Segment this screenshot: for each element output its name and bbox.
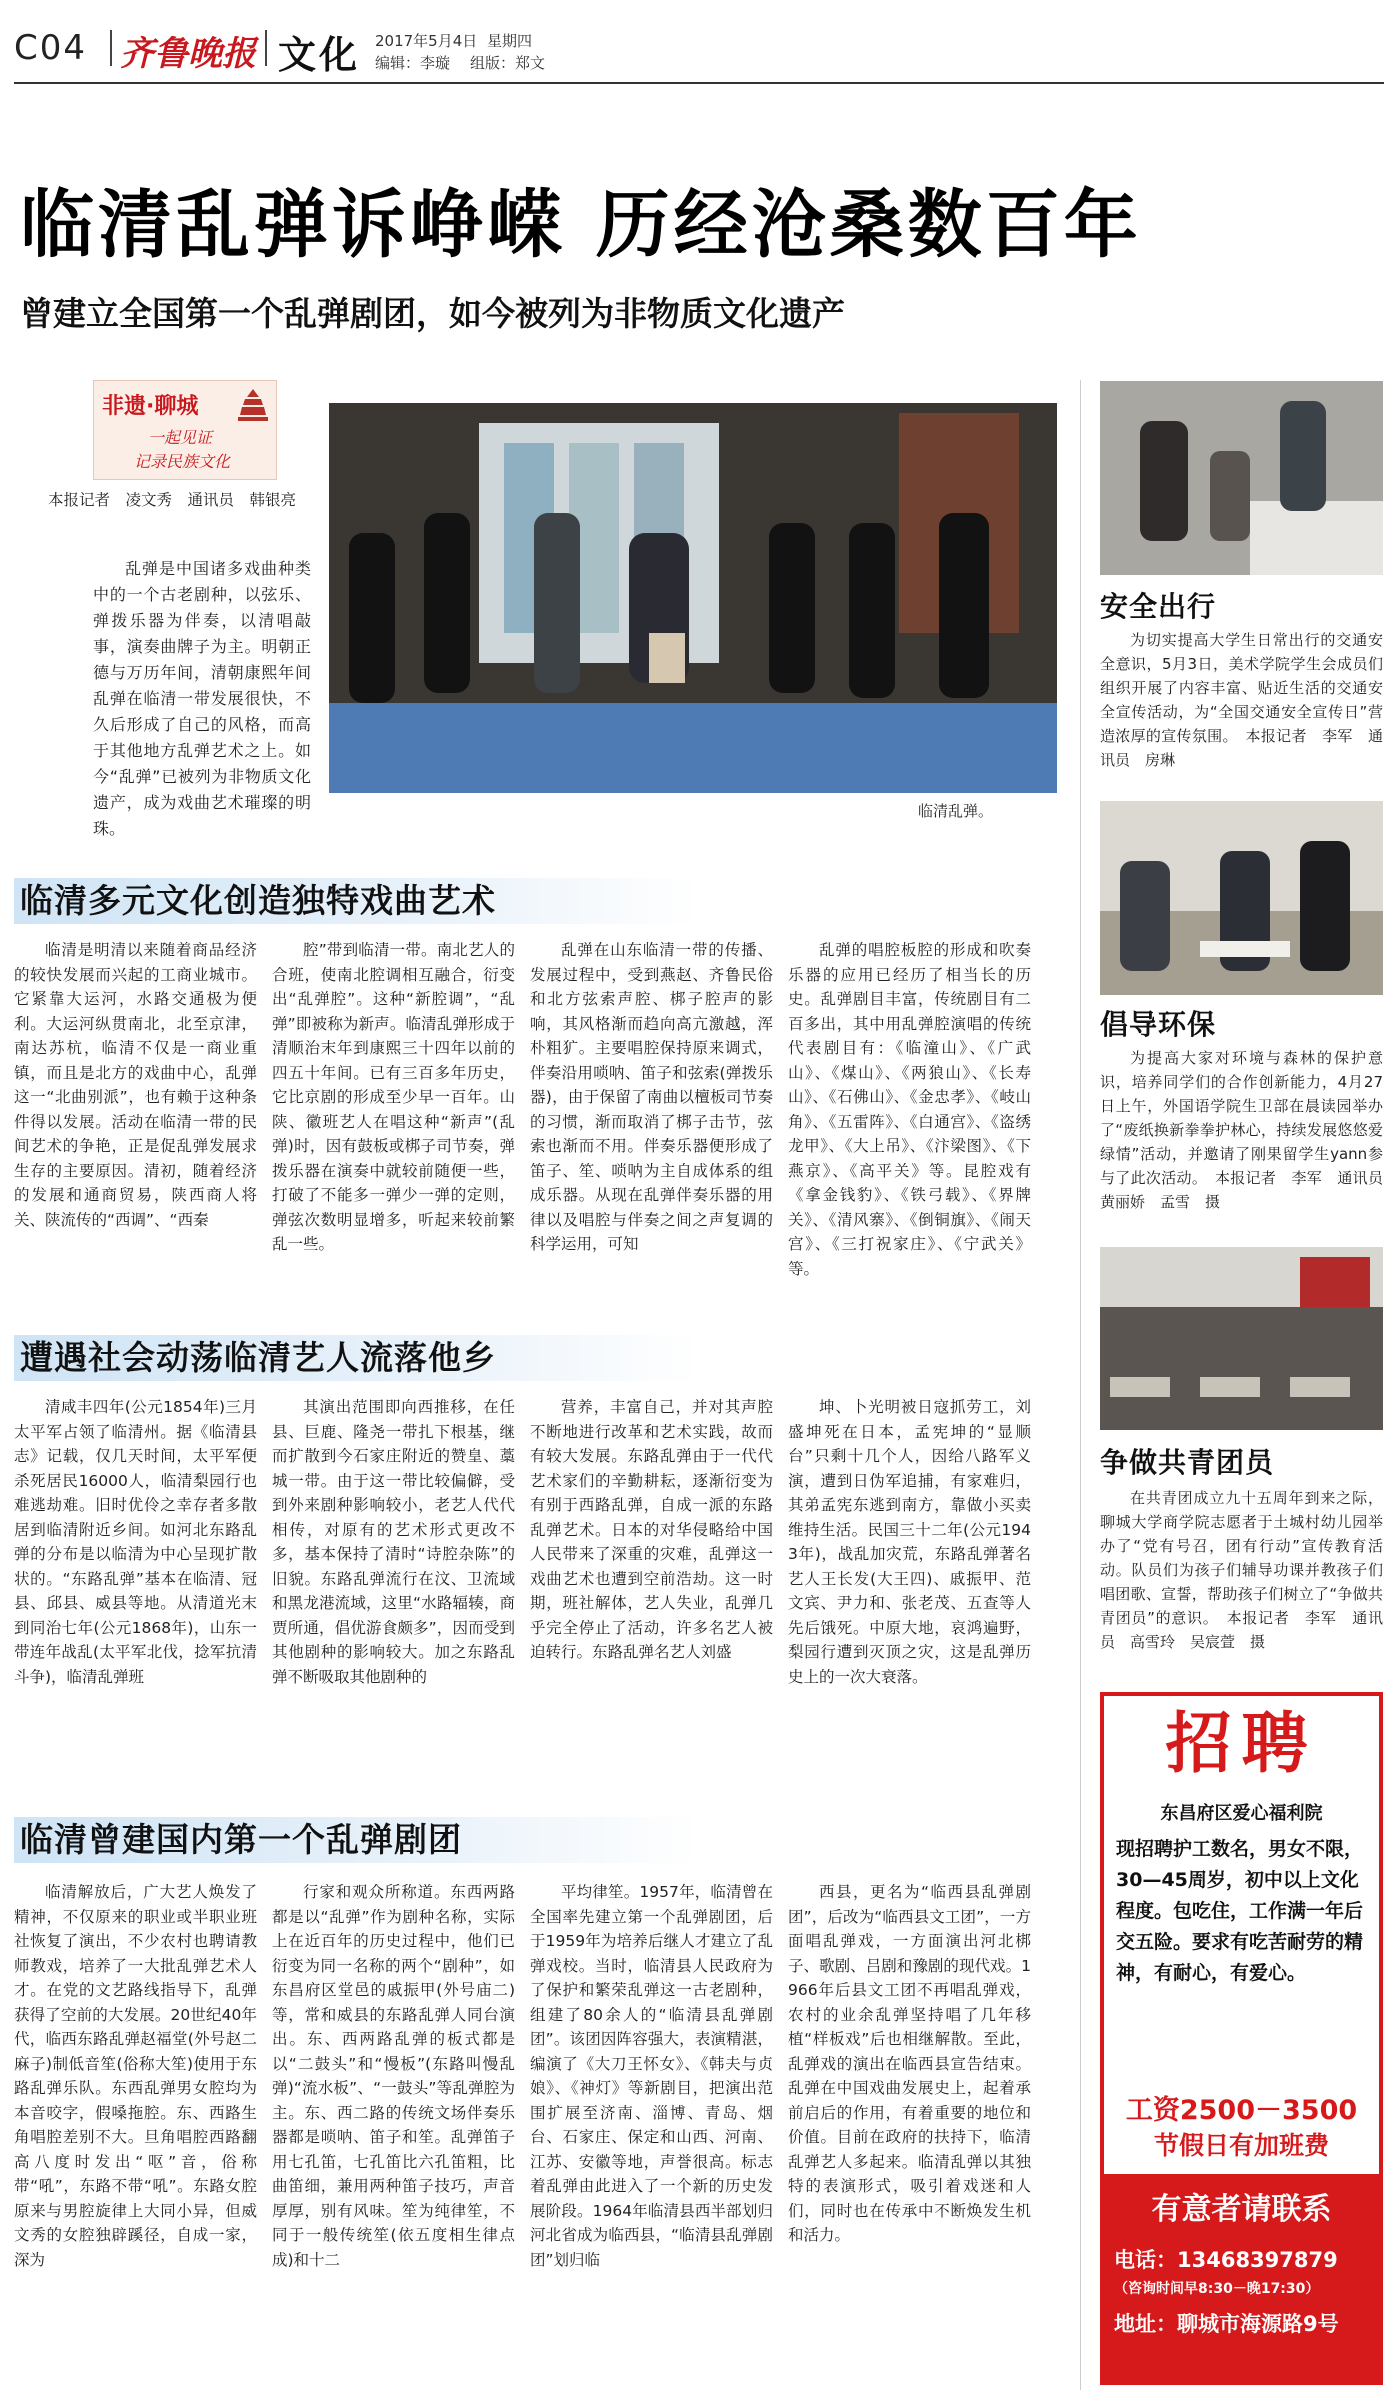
subheadline: 曾建立全国第一个乱弹剧团，如今被列为非物质文化遗产 xyxy=(20,294,845,333)
main-photo-opera-performance xyxy=(329,403,1057,793)
issue-weekday: 星期四 xyxy=(487,32,533,50)
section-title-3: 临清曾建国内第一个乱弹剧团 xyxy=(14,1817,700,1863)
sidebar-title-3: 争做共青团员 xyxy=(1100,1446,1275,1479)
section-3-col-4: 西县，更名为“临西县乱弹剧团”，后改为“临西县文工团”，一方面唱乱弹戏，一方面演出河北梆子、歌剧、吕剧和豫剧的现代戏。1966年后县文工团不再唱乱弹戏，农村的业余乱弹坚持唱了几年移植“样板戏”后也相继解散。至此，乱弹戏的演出在临西县宣告结束。乱弹在中国戏曲发展史上，起着承前启后的作用，有着重要的地位和价值。目前在政府的扶持下，临清乱弹艺人多起来。临清乱弹以其独特的表演形式，吸引着戏迷和人们，同时也在传承中不断焕发生机和活力。 xyxy=(788,1883,1031,2244)
sidebar-photo-classroom xyxy=(1100,1247,1383,1430)
section-2-col-2: 其演出范围即向西推移，在任县、巨鹿、隆尧一带扎下根基，继而扩散到今石家庄附近的赞皇、藁城一带。由于这一带比较偏僻，受到外来剧种影响较小，老艺人代代相传，对原有的艺术形式更改不多，基本保持了清时“诗腔杂陈”的旧貌。东路乱弹流行在汶、卫流域和黑龙港流域，这里“水路辐辏，商贾所通，倡优游食颇多”，因而受到其他剧种的影响较大。加之东路乱弹不断吸取其他剧种的 xyxy=(272,1398,515,1686)
sidebar-title-1: 安全出行 xyxy=(1100,590,1217,623)
column-logo-title: 非遗·聊城 xyxy=(102,394,199,419)
sidebar-photo-environment xyxy=(1100,801,1383,995)
ad-contact-box xyxy=(1104,2174,1379,2381)
section-3-col-1: 临清解放后，广大艺人焕发了精神，不仅原来的职业或半职业班社恢复了演出，不少农村也聘请教师教戏，培养了一大批乱弹艺术人才。在党的文艺路线指导下，乱弹获得了空前的大发展。20世纪40年代，临西东路乱弹赵福堂(外号赵二麻子)制低音笙(俗称大笙)使用于东路乱弹乐队。东西乱弹男女腔均为本音咬字，假嗓拖腔。东、西路生角唱腔差别不大。旦角唱腔西路翻高八度时发出“呕”音，俗称带“吼”，东路不带“吼”。东路女腔原来与男腔旋律上大同小异，但威文秀的女腔独辟蹊径，自成一家，深为 xyxy=(14,1883,257,2269)
ad-overtime: 节假日有加班费 xyxy=(1153,2131,1329,2160)
pagoda-icon xyxy=(236,387,270,423)
section-1-col-4: 乱弹的唱腔板腔的形成和吹奏乐器的应用已经历了相当长的历史。乱弹剧目丰富，传统剧目有二百多出，其中用乱弹腔演唱的传统代表剧目有：《临潼山》、《广武山》、《煤山》、《两狼山》、《长寿山》、《石佛山》、《金忠孝》、《岐山角》、《五雷阵》、《白通宫》、《盗绣龙甲》、《大上吊》、《汴梁图》、《下燕京》、《高平关》等。昆腔戏有《拿金钱豹》、《铁弓载》、《界牌关》、《清风寨》、《倒铜旗》、《闹天宫》、《三打祝家庄》、《宁武关》等。 xyxy=(788,941,1031,1278)
ad-wage: 工资2500－3500 xyxy=(1125,2095,1358,2126)
header-divider-2 xyxy=(265,30,267,66)
page-number: C04 xyxy=(14,28,88,68)
sidebar-divider xyxy=(1080,380,1081,2390)
header-rule xyxy=(14,82,1384,84)
ad-contact-title: 有意者请联系 xyxy=(1151,2192,1332,2227)
issue-date: 2017年5月4日 xyxy=(375,32,478,50)
section-2-col-4: 坤、卜光明被日寇抓劳工，刘盛坤死在日本，孟宪坤的“显顺台”只剩十几个人，因给八路军义演，遭到日伪军追捕，有家难归，其弟孟宪东逃到南方，靠做小买卖维持生活。民国三十二年(公元1943年)，战乱加灾荒，东路乱弹著名艺人王长发(大王四)、戚振甲、范文宾、尹力和、张老茂、五查等人先后饿死。中原大地，哀鸿遍野，梨园行遭到灭顶之灾，这是乱弹历史上的一次大衰落。 xyxy=(788,1398,1031,1686)
section-1-col-1: 临清是明清以来随着商品经济的较快发展而兴起的工商业城市。它紧靠大运河，水路交通极为便利。大运河纵贯南北，北至京津，南达苏杭，临清不仅是一商业重镇，而且是北方的戏曲中心，乱弹这一“北曲别派”，也有赖于这种条件得以发展。活动在临清一带的民间艺术的争艳，正是促乱弹发展求生存的主要原因。清初，随着经济的发展和通商贸易，陕西商人将关、陕流传的“西调”、“西秦 xyxy=(14,941,257,1229)
section-name: 文化 xyxy=(278,33,361,77)
paper-name-logo: 齐鲁晚报 xyxy=(120,34,256,74)
section-2-col-1: 清咸丰四年(公元1854年)三月太平军占领了临清州。据《临清县志》记载，仅几天时间，太平军便杀死居民16000人，临清梨园行也难逃劫难。旧时优伶之幸存者多散居到临清附近乡间。如河北东路乱弹的分布是以临清为中心呈现扩散状的。“东路乱弹”基本在临清、冠县、邱县、威县等地。从清道光末到同治七年(公元1868年)，山东一带连年战乱(太平军北伐，捻军抗清斗争)，临清乱弹班 xyxy=(14,1398,257,1686)
ad-address: 地址：聊城市海源路9号 xyxy=(1114,2312,1339,2336)
sidebar-text-2: 为提高大家对环境与森林的保护意识，培养同学们的合作创新能力，4月27日上午，外国语学院生卫部在晨读园举办了“废纸换新拳拳护林心，持续发展悠悠爱绿情”活动，并邀请了刚果留学生yann参与了此次活动。 本报记者 李军 通讯员 黄丽娇 孟雪 摄 xyxy=(1100,1049,1383,1211)
column-logo-slogan-2: 记录民族文化 xyxy=(134,452,231,471)
section-title-1: 临清多元文化创造独特戏曲艺术 xyxy=(14,878,700,924)
section-title-2: 遭遇社会动荡临清艺人流落他乡 xyxy=(14,1335,700,1381)
main-photo-caption: 临清乱弹。 xyxy=(918,802,994,820)
ad-phone: 电话：13468397879 xyxy=(1114,2248,1338,2272)
section-1-col-3: 乱弹在山东临清一带的传播、发展过程中，受到燕赵、齐鲁民俗和北方弦索声腔、梆子腔声的影响，其风格渐而趋向高亢激越，浑朴粗犷。主要唱腔保持原来调式，伴奏沿用唢呐、笛子和弦索(弹拨乐器)，由于保留了南曲以檀板司节奏的习惯，渐而取消了梆子击节，弦索也渐而不用。伴奏乐器便形成了笛子、笙、唢呐为主自成体系的组成乐器。从现在乱弹伴奏乐器的用律以及唱腔与伴奏之间之声复调的科学运用，可知 xyxy=(530,941,773,1253)
header-divider xyxy=(110,30,112,66)
headline: 临清乱弹诉峥嵘 历经沧桑数百年 xyxy=(20,182,1142,268)
lead-paragraph: 乱弹是中国诸多戏曲种类中的一个古老剧种，以弦乐、弹拨乐器为伴奏，以清唱敲事，演奏曲牌子为主。明朝正德与万历年间，清朝康熙年间乱弹在临清一带发展很快，不久后形成了自己的风格，而高于其他地方乱弹艺术之上。如今“乱弹”已被列为非物质文化遗产，成为戏曲艺术璀璨的明珠。 xyxy=(93,559,311,838)
sidebar-photo-safety xyxy=(1100,381,1383,575)
section-2-col-3: 营养，丰富自己，并对其声腔不断地进行改革和艺术实践，故而有较大发展。东路乱弹由于一代代艺术家们的辛勤耕耘，逐渐衍变为有别于西路乱弹，自成一派的东路乱弹艺术。日本的对华侵略给中国人民带来了深重的灾难，乱弹这一戏曲艺术也遭到空前浩劫。这一时期，班社解体，艺人失业，乱弹几乎完全停止了活动，许多名艺人被迫转行。东路乱弹名艺人刘盛 xyxy=(530,1398,773,1661)
column-logo xyxy=(93,380,277,480)
page-header xyxy=(0,0,1395,80)
sidebar-text-1: 为切实提高大学生日常出行的交通安全意识，5月3日，美术学院学生会成员们组织开展了内容丰富、贴近生活的交通安全宣传活动，为“全国交通安全宣传日”营造浓厚的宣传氛围。 本报记者 李军 通讯员 房琳 xyxy=(1100,631,1383,769)
ad-title: 招聘 xyxy=(1165,1705,1318,1782)
recruitment-ad xyxy=(1100,1692,1383,2385)
section-1-col-2: 腔”带到临清一带。南北艺人的合班，使南北腔调相互融合，衍变出“乱弹腔”。这种“新腔调”，“乱弹”即被称为新声。临清乱弹形成于清顺治末年到康熙三十四年以前的四五十年间。已有三百多年历史，它比京剧的形成至少早一百年。山陕、徽班艺人在唱这种“新声”(乱弹)时，因有鼓板或梆子司节奏，弹拨乐器在演奏中就较前随便一些，打破了不能多一弹少一弹的定则，弹弦次数明显增多，听起来较前繁乱一些。 xyxy=(272,941,515,1253)
sidebar-title-2: 倡导环保 xyxy=(1100,1008,1217,1041)
ad-org: 东昌府区爱心福利院 xyxy=(1160,1803,1323,1824)
layout-editor: 组版：郑文 xyxy=(470,54,546,72)
ad-hours: （咨询时间早8:30－晚17:30） xyxy=(1114,2281,1320,2297)
section-3-col-3: 平均律笙。1957年，临清曾在全国率先建立第一个乱弹剧团，后于1959年为培养后继人才建立了乱弹戏校。当时，临清县人民政府为了保护和繁荣乱弹这一古老剧种，组建了80余人的“临清县乱弹剧团”。该团因阵容强大，表演精湛，编演了《大刀王怀女》、《韩夫与贞娘》、《神灯》等新剧目，把演出范围扩展至济南、淄博、青岛、烟台、石家庄、保定和山西、河南、江苏、安徽等地，声誉很高。标志着乱弹由此进入了一个新的历史发展阶段。1964年临清县西半部划归河北省成为临西县，“临清县乱弹剧团”划归临 xyxy=(530,1883,773,2269)
section-3-col-2: 行家和观众所称道。东西两路都是以“乱弹”作为剧种名称，实际上在近百年的历史过程中，他们已衍变为同一名称的两个“剧种”，如东昌府区堂邑的戚振甲(外号庙二)等，常和威县的东路乱弹人同台演出。东、西两路乱弹的板式都是以“二鼓头”和“慢板”(东路叫慢乱弹)“流水板”、“一鼓头”等乱弹腔为主。东、西二路的传统文场伴奏乐器都是唢呐、笛子和笙。乱弹笛子用七孔笛，七孔笛比六孔笛粗，比曲笛细，兼用两种笛子技巧，声音厚厚，别有风味。笙为纯律笙，不同于一般传统笙(依五度相生律点成)和十二 xyxy=(272,1883,515,2269)
ad-body: 现招聘护工数名，男女不限，30—45周岁，初中以上文化程度。包吃住，工作满一年后交五险。要求有吃苦耐劳的精神，有耐心，有爱心。 xyxy=(1116,1838,1364,1984)
column-logo-slogan-1: 一起见证 xyxy=(148,428,213,447)
sidebar-text-3: 在共青团成立九十五周年到来之际，聊城大学商学院志愿者于土城村幼儿园举办了“党有号召，团有行动”宣传教育活动。队员们为孩子们辅导功课并教孩子们唱团歌、宣誓，帮助孩子们树立了“争做共青团员”的意识。 本报记者 李军 通讯员 高雪玲 吴宸萱 摄 xyxy=(1100,1489,1383,1651)
byline: 本报记者 凌文秀 通讯员 韩银亮 xyxy=(48,491,297,509)
editor: 编辑：李璇 xyxy=(375,54,451,72)
